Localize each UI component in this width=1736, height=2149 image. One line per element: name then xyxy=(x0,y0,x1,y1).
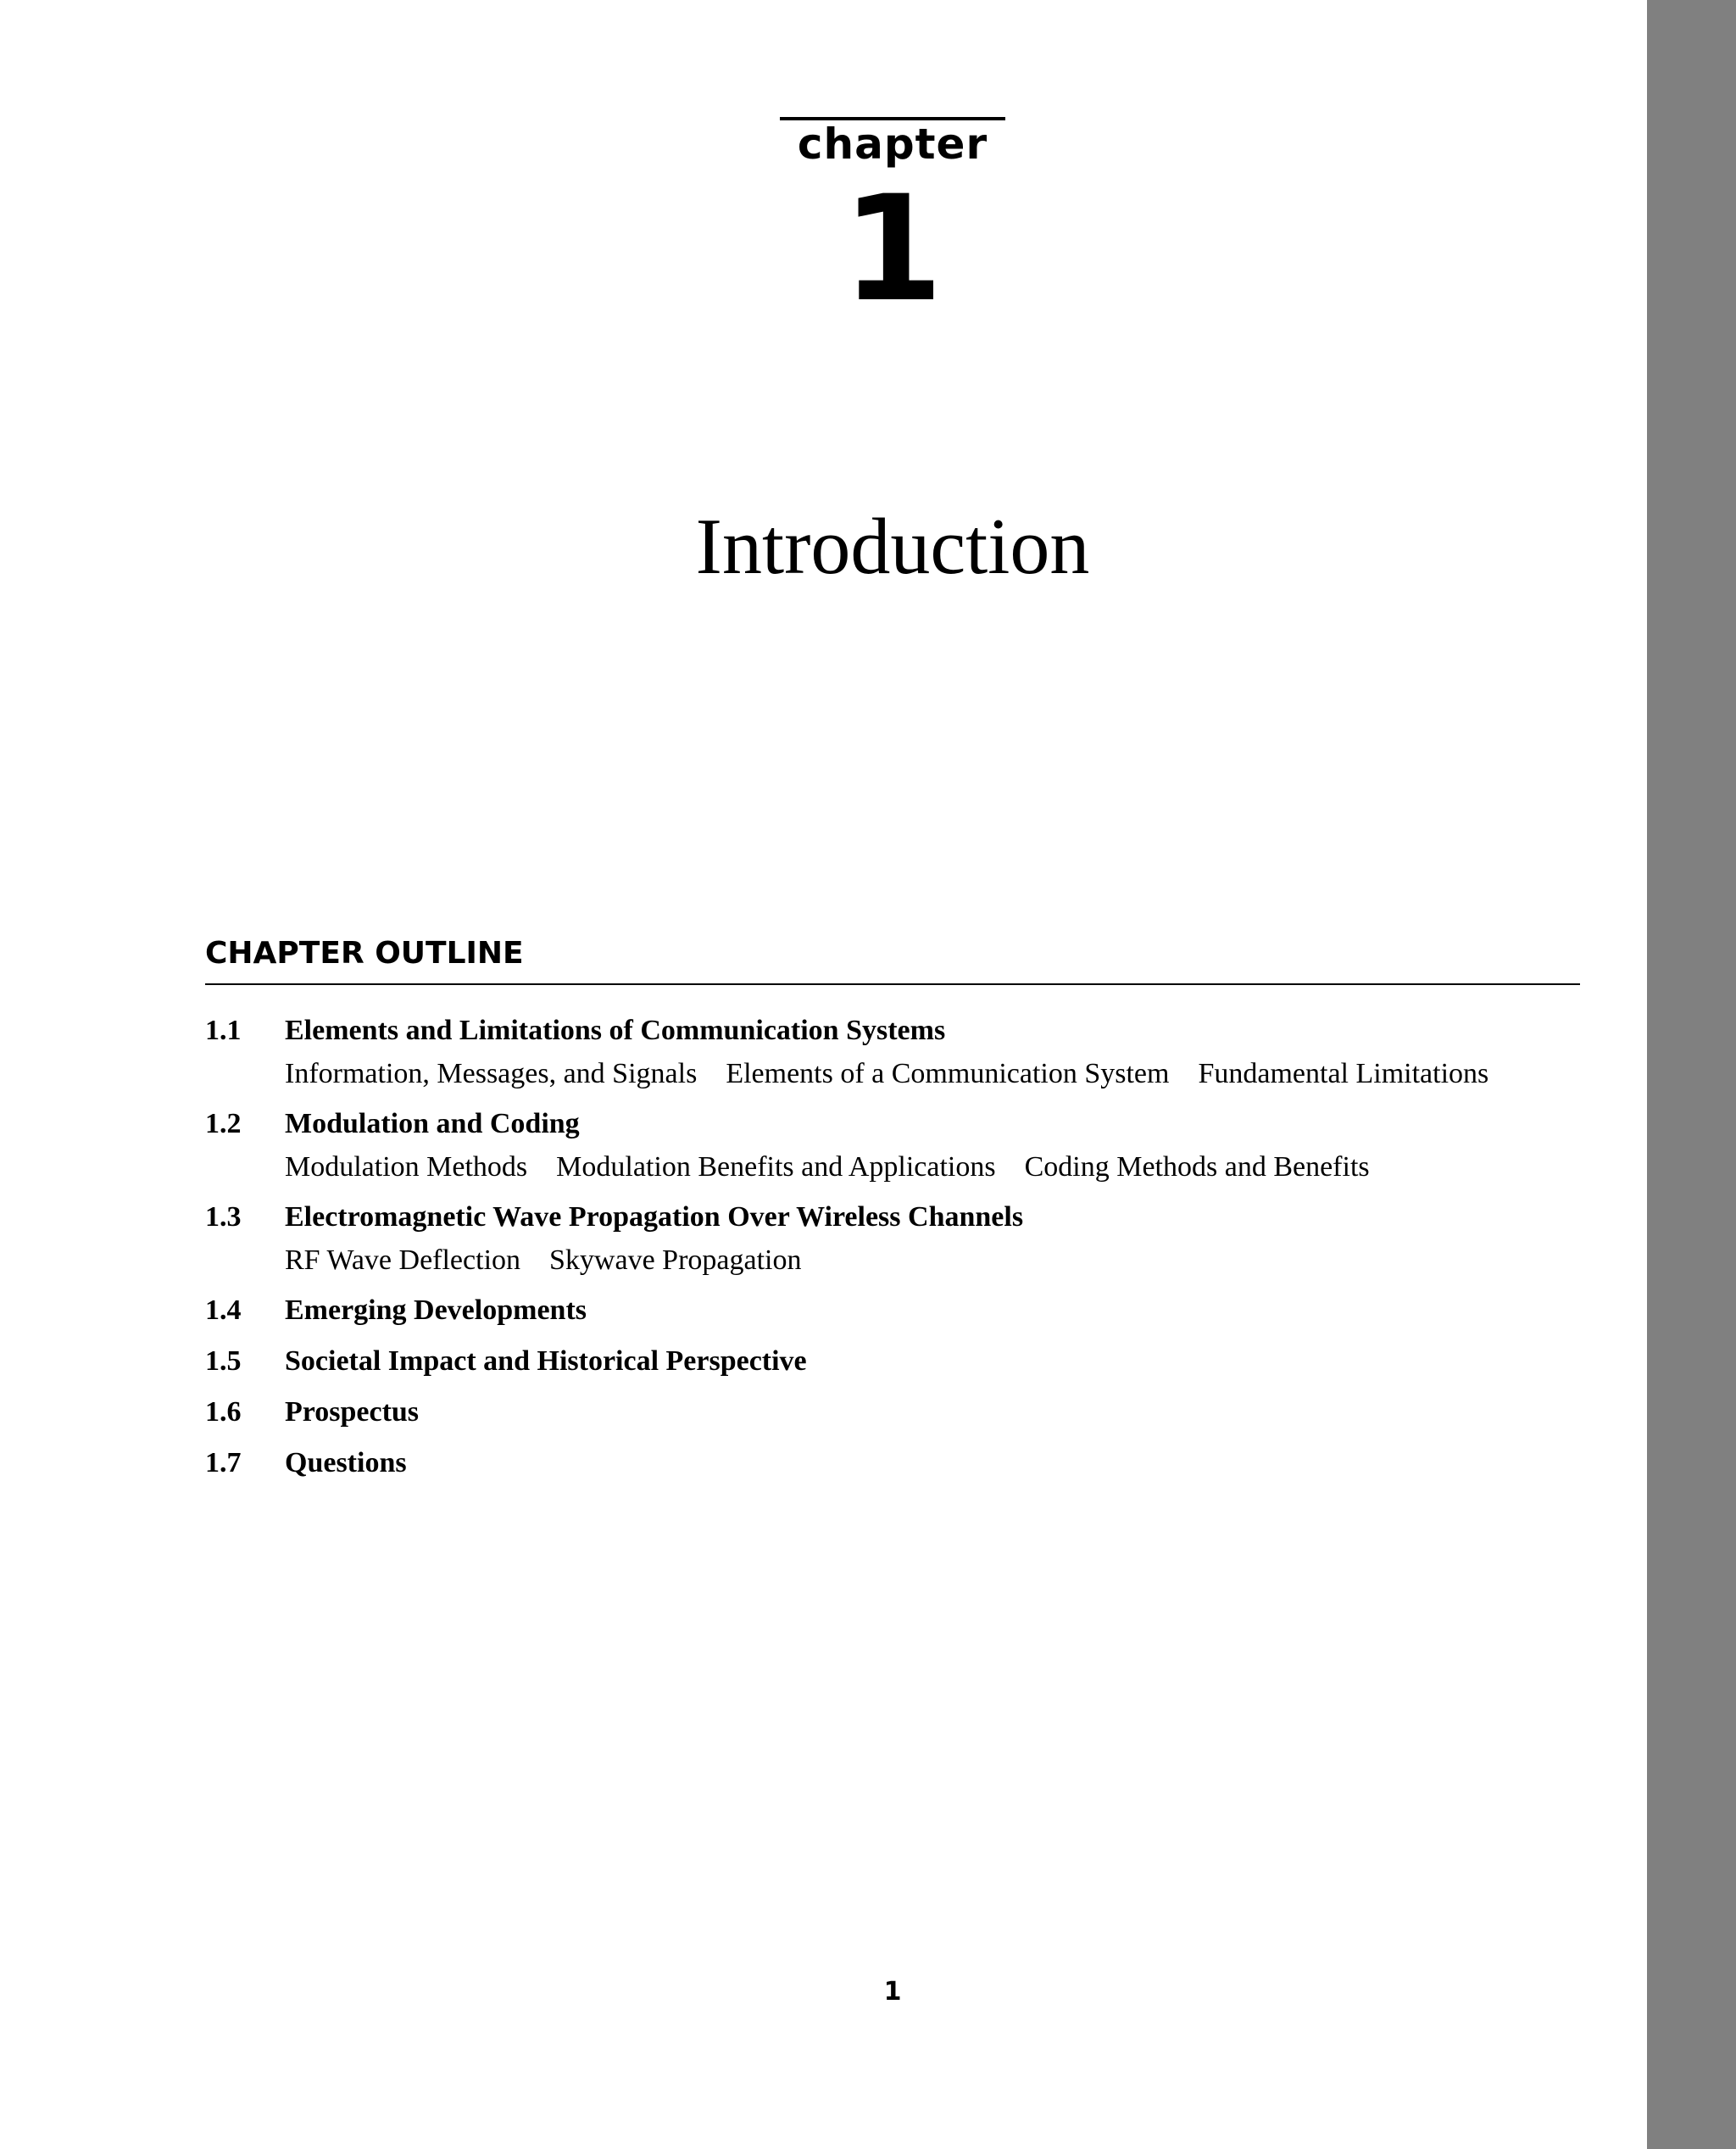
outline-entry-heading xyxy=(205,1390,1595,1434)
page-edge-strip xyxy=(1647,0,1736,2149)
chapter-outline xyxy=(205,1009,1595,1485)
outline-entry xyxy=(205,1390,1595,1434)
section-number: 1.4 xyxy=(205,1294,242,1326)
chapter-label: chapter xyxy=(797,120,988,169)
chapter-title: Introduction xyxy=(695,503,1090,591)
section-title: Modulation and Coding xyxy=(285,1108,580,1139)
section-number: 1.6 xyxy=(205,1396,242,1428)
outline-entry-heading xyxy=(205,1289,1595,1333)
outline-entry xyxy=(205,1441,1595,1485)
subsection-list xyxy=(205,1146,1595,1189)
subsection-item: Information, Messages, and Signals xyxy=(285,1058,698,1089)
section-title: Elements and Limitations of Communication Systems xyxy=(285,1015,946,1046)
outline-entry xyxy=(205,1289,1595,1333)
outline-entry xyxy=(205,1102,1595,1189)
section-title: Emerging Developments xyxy=(285,1294,587,1326)
section-number: 1.1 xyxy=(205,1015,242,1046)
subsection-item: Modulation Benefits and Applications xyxy=(556,1151,996,1183)
subsection-item: Coding Methods and Benefits xyxy=(1024,1151,1370,1183)
outline-entry xyxy=(205,1195,1595,1282)
outline-entry-heading xyxy=(205,1009,1595,1053)
subsection-item: Skywave Propagation xyxy=(549,1244,802,1276)
section-title: Prospectus xyxy=(285,1396,420,1428)
subsection-item: Modulation Methods xyxy=(285,1151,528,1183)
section-number: 1.3 xyxy=(205,1201,242,1233)
outline-entry-heading xyxy=(205,1102,1595,1146)
section-number: 1.5 xyxy=(205,1345,242,1377)
outline-entry-heading xyxy=(205,1339,1595,1383)
subsection-item: RF Wave Deflection xyxy=(285,1244,521,1276)
outline-heading: CHAPTER OUTLINE xyxy=(205,936,524,971)
subsection-item: Elements of a Communication System xyxy=(726,1058,1170,1089)
subsection-list xyxy=(205,1239,1595,1282)
subsection-item: Fundamental Limitations xyxy=(1198,1058,1489,1089)
outline-entry xyxy=(205,1339,1595,1383)
page-number: 1 xyxy=(883,1977,902,2007)
chapter-number: 1 xyxy=(842,164,943,334)
section-title: Electromagnetic Wave Propagation Over Wireless Channels xyxy=(285,1201,1024,1233)
outline-divider xyxy=(205,983,1580,985)
section-title: Societal Impact and Historical Perspective xyxy=(285,1345,807,1377)
outline-entry xyxy=(205,1009,1595,1095)
section-number: 1.2 xyxy=(205,1108,242,1139)
section-number: 1.7 xyxy=(205,1447,242,1478)
outline-entry-heading xyxy=(205,1441,1595,1485)
subsection-list xyxy=(205,1053,1595,1095)
outline-entry-heading xyxy=(205,1195,1595,1239)
section-title: Questions xyxy=(285,1447,407,1478)
